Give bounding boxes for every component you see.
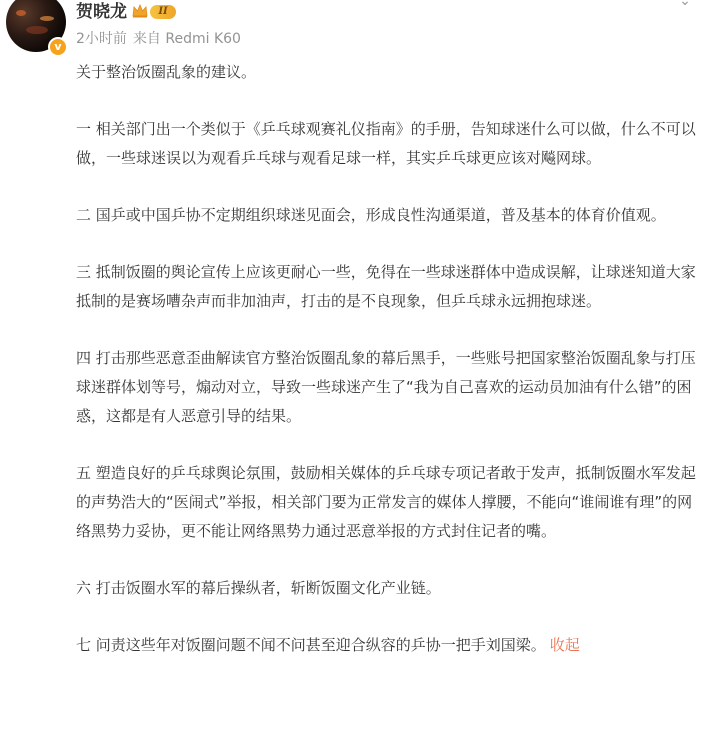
post-paragraph-3: 三 抵制饭圈的舆论宣传上应该更耐心一些，免得在一些球迷群体中造成误解，让球迷知道大家抵制的是赛场嘈杂声而非加油声，打击的是不良现象，但乒乓球永远拥抱球迷。 (76, 263, 696, 310)
level-badge[interactable]: II (150, 5, 176, 19)
crown-vip-icon[interactable] (132, 4, 148, 18)
post-paragraph-5: 五 塑造良好的乒乓球舆论氛围，鼓励相关媒体的乒乓球专项记者敢于发声，抵制饭圈水军发起的声势浩大的“医闹式”举报，相关部门要为正常发言的媒体人撑腰，不能向“谁闹谁有理”的网络黑势力妥协，更不能让网络黑势力通过恶意举报的方式封住记者的嘴。 (76, 464, 696, 540)
post-content (76, 58, 696, 688)
post-paragraph-6: 六 打击饭圈水军的幕后操纵者，斩断饭圈文化产业链。 (76, 579, 441, 597)
post-paragraph-2: 二 国乒或中国乒协不定期组织球迷见面会，形成良性沟通渠道，普及基本的体育价值观。 (76, 206, 666, 224)
verified-badge-icon: v (48, 37, 68, 57)
post-meta (76, 29, 247, 49)
post-paragraph-1: 一 相关部门出一个类似于《乒乓球观赛礼仪指南》的手册，告知球迷什么可以做，什么不可以做，一些球迷误以为观看乒乓球与观看足球一样，其实乒乓球更应该对飚网球。 (76, 120, 696, 167)
post-paragraph-4: 四 打击那些恶意歪曲解读官方整治饭圈乱象的幕后黑手，一些账号把国家整治饭圈乱象与打压球迷群体划等号，煽动对立，导致一些球迷产生了“我为自己喜欢的运动员加油有什么错”的困惑，这都是有人恶意引导的结果。 (76, 349, 696, 425)
more-options-icon[interactable]: ⌄ (679, 0, 691, 9)
username[interactable]: 贺晓龙 (76, 2, 127, 22)
post-time[interactable]: 2小时前 (76, 31, 127, 47)
post-paragraph-7 (76, 631, 696, 660)
post-paragraph-7-text: 七 问责这些年对饭圈问题不闻不问甚至迎合纵容的乒协一把手刘国梁。 (76, 636, 546, 654)
collapse-button[interactable]: 收起 (549, 636, 580, 654)
post-source: 来自 Redmi K60 (132, 31, 241, 47)
post-title-line: 关于整治饭圈乱象的建议。 (76, 63, 257, 81)
